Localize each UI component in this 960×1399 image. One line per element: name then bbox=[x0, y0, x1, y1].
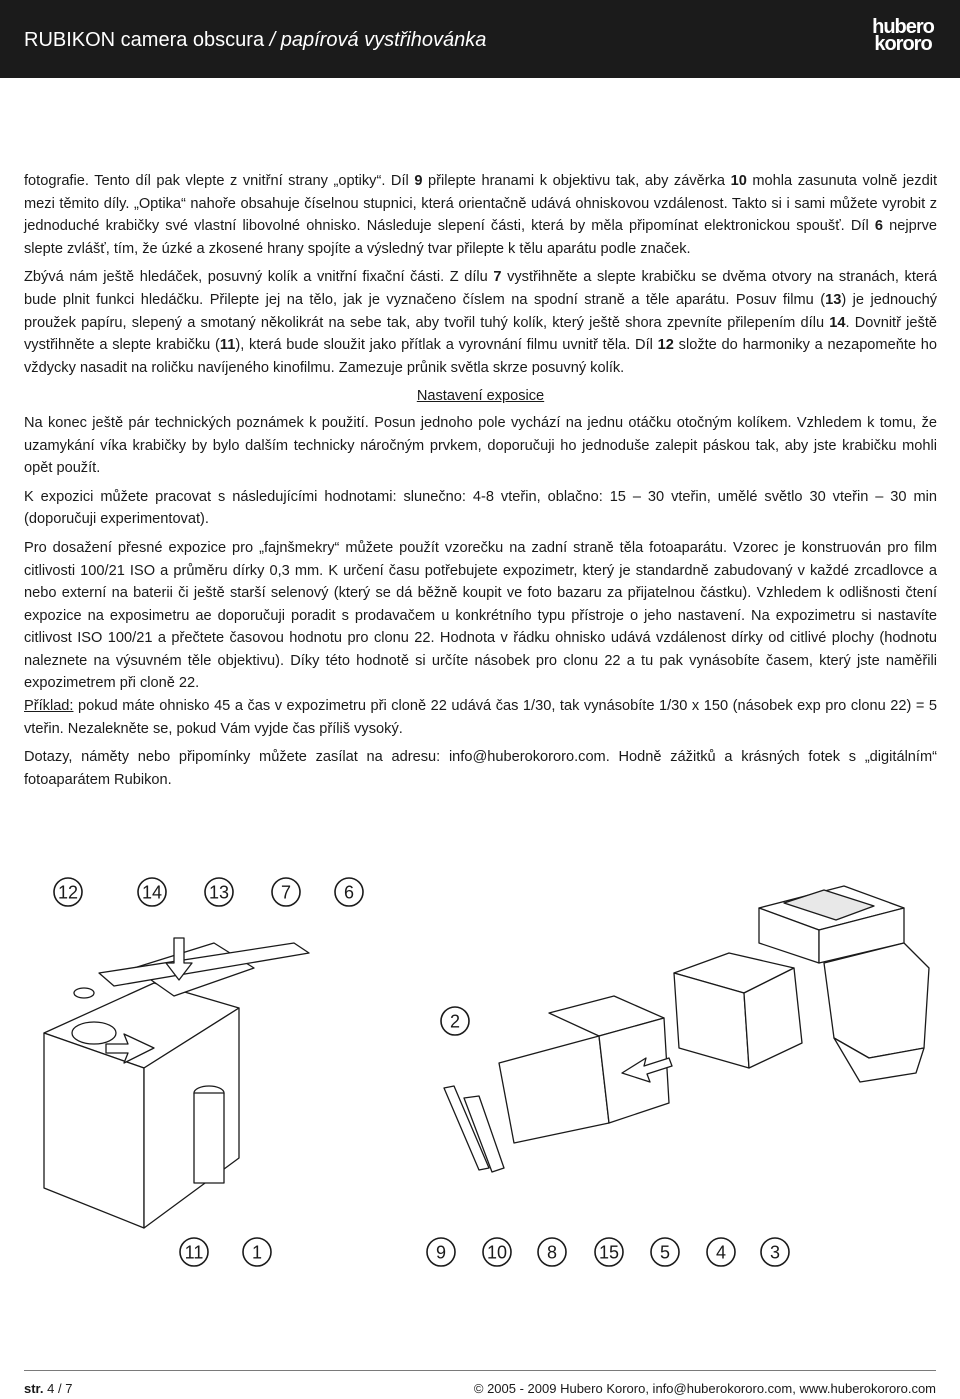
text-run: Zbývá nám ještě hledáček, posuvný kolík a vnitřní fixační části. Z dílu bbox=[24, 269, 494, 286]
text-run: fotografie. Tento díl pak vlepte z vnitřní strany „optiky“. Díl bbox=[24, 173, 415, 189]
logo-line-2: kororo bbox=[874, 33, 932, 55]
paragraph-assembly bbox=[24, 170, 937, 260]
part-label-text: 5 bbox=[659, 1242, 671, 1263]
footer-divider bbox=[24, 1370, 936, 1371]
page-number bbox=[24, 1381, 72, 1396]
part-label-text: 4 bbox=[715, 1242, 727, 1263]
part-label-text: 9 bbox=[435, 1242, 447, 1263]
example-text: pokud máte ohnisko 45 a čas v expozimetru při cloně 22 udává čas 1/30, tak vynásobíte 1/30 x 150 (násobek exp pro clonu 22) = 5 vteřin. Nezalekněte se, pokud Vám vyjde čas příliš vysoký. bbox=[24, 698, 937, 737]
assembly-diagram bbox=[24, 868, 936, 1268]
section-heading-exposure: Nastavení exposice bbox=[416, 388, 545, 405]
text-run: ), která bude sloužit jako přítlak a vyrovnání filmu uvnitř těla. Díl bbox=[235, 337, 658, 354]
part-number: 6 bbox=[874, 218, 883, 235]
part-label-text: 2 bbox=[449, 1011, 461, 1032]
spool-disk-14 bbox=[74, 988, 94, 998]
copyright: © 2005 - 2009 Hubero Kororo, info@huberokororo.com, www.huberokororo.com bbox=[473, 1381, 936, 1396]
film-spool-left bbox=[72, 1022, 116, 1044]
part-number: 11 bbox=[219, 337, 236, 354]
part-number: 14 bbox=[829, 314, 846, 331]
shutter-box-front bbox=[499, 1036, 609, 1143]
part-label-text: 14 bbox=[141, 882, 163, 903]
film-canister-body bbox=[194, 1093, 224, 1183]
logo-line-1: hubero bbox=[872, 16, 934, 38]
text-run: složte do harmoniky a nezapomeňte ho vždycky nasadit na roličku navíjeného kinofilmu. Zamezuje průnik světla skrze posuvný kolík. bbox=[24, 337, 937, 376]
bottom-part-labels bbox=[180, 1238, 789, 1266]
part-label-text: 11 bbox=[184, 1242, 204, 1263]
part-label-text: 7 bbox=[280, 882, 292, 903]
part-label-text: 6 bbox=[343, 882, 355, 903]
part-number: 13 bbox=[825, 291, 842, 308]
title-main: RUBIKON camera obscura bbox=[24, 29, 265, 51]
page-total: 7 bbox=[65, 1381, 73, 1396]
paragraph-contact: Dotazy, náměty nebo připomínky můžete zasílat na adresu: info@huberokororo.com. Hodně zážitků a krásných fotek s „digitálním“ fotoaparátem Rubikon. bbox=[24, 749, 937, 788]
text-run: vystřihněte a slepte krabičku se dvěma otvory na stranách, která bude plnit funkci hledáčku. Přilepte jej na tělo, jak je vyznačeno číslem na spodní straně a těle aparátu. Posuv filmu ( bbox=[24, 269, 937, 308]
page-header bbox=[0, 0, 960, 78]
part-label-text: 8 bbox=[546, 1242, 558, 1263]
text-run: ) je jednouchý proužek papíru, slepený a smotaný několikrát na sebe tak, aby tvořil tuhý kolík, který ještě shora zpevníte přilepením dílu bbox=[24, 291, 937, 331]
text-run: mohla zasunuta volně jezdit mezi těmito díly. „Optika“ nahoře obsahuje číselnou stupnici, která orientačně udává ohniskovou vzdálenost. Takto si i sami můžete vyrobit z jednoduché krabičky své vlastní libovolné ohnisko. Následuje slepení části, která by měla připomínat elektronickou spoušť. Díl bbox=[24, 173, 938, 235]
text-run: přilepte hranami k objektivu tak, aby závěrka bbox=[422, 173, 731, 189]
camera-body-front bbox=[44, 1033, 144, 1228]
paragraph-exposure-formula: Pro dosažení přesné expozice pro „fajnšmekry“ můžete použít vzorečku na zadní straně těla fotoaparátu. Vzorec je konstruován pro film citlivosti 100/21 ISO a průměru dírky 0,3 mm. K určení času potřebujete expozimetr, který je standardně zabudovaný v každé zrcadlovce a nebo externí na baterii či ještě starší selenový (který se dá běžně koupit ve foto bazaru za přijatelnou částku). Vzhledem k odlišnosti čtení expozice na exposimetru ae doporučuji poradit s prodavačem u konkrétního typu přístroje o jeho nastavení. Na expozimetru si nastavíte citlivost ISO 100/21 a přečtete časovou hodnotu pro clonu 22. Hodnota v řádku ohnisko udává vzdálenost dírky od citlivé plochy (hodnotu naleznete na výsuvném těle objektivu). Díky této hodnotě si určíte násobek pro clonu 22 a tu pak vynásobíte časem, který jste naměřili expozimetrem při cloně 22. bbox=[24, 539, 937, 692]
page-footer bbox=[0, 1368, 960, 1399]
part-label-text: 3 bbox=[769, 1242, 781, 1263]
hubero-kororo-logo bbox=[866, 16, 940, 55]
paragraph-viewfinder bbox=[24, 266, 937, 379]
part-label-text: 13 bbox=[208, 882, 230, 903]
paragraph-technical-notes: Na konec ještě pár technických poznámek k použití. Posun jednoho pole vychází na jednu otáčku otočným kolíkem. Vzhledem k tomu, že uzamykání víka krabičky by bylo dalším technicky náročným prvkem, doporučuji ho jednoduše zalepit páskou tak, aby jste krabičku mohli opět použít. bbox=[24, 414, 937, 477]
mid-part-label bbox=[441, 1007, 469, 1035]
part-number: 7 bbox=[493, 269, 502, 286]
text-run: . Dovnitř ještě vystřihněte a slepte krabičku ( bbox=[24, 314, 937, 354]
example-label: Příklad: bbox=[24, 698, 74, 715]
part-label-text: 15 bbox=[598, 1242, 620, 1263]
part-label-text: 12 bbox=[57, 882, 79, 903]
paragraph-exposure-values: K expozici můžete pracovat s následujícími hodnotami: slunečno: 4-8 vteřin, oblačno: 15 – 30 vteřin, umělé světlo 30 vteřin – 30 min (doporučuji experimentovat). bbox=[24, 488, 937, 528]
title-subtitle: / papírová vystřihovánka bbox=[269, 29, 487, 51]
paragraph-example bbox=[24, 695, 937, 740]
text-run: nejprve slepte zvlášť, tím, že úzké a zkosené hrany spojíte a výsledný tvar přilepte k tělu aparátu podle značek. bbox=[24, 218, 937, 257]
instructions-text bbox=[24, 170, 937, 797]
part-number: 12 bbox=[657, 337, 674, 354]
part-number: 9 bbox=[414, 173, 423, 189]
document-title bbox=[24, 27, 486, 53]
page-prefix: str. bbox=[24, 1381, 44, 1396]
top-part-labels bbox=[54, 878, 363, 906]
page-sep: / bbox=[58, 1381, 62, 1396]
part-label-text: 1 bbox=[251, 1242, 263, 1263]
part-label-text: 10 bbox=[486, 1242, 508, 1263]
page-current: 4 bbox=[47, 1381, 55, 1396]
part-number: 10 bbox=[730, 173, 747, 189]
